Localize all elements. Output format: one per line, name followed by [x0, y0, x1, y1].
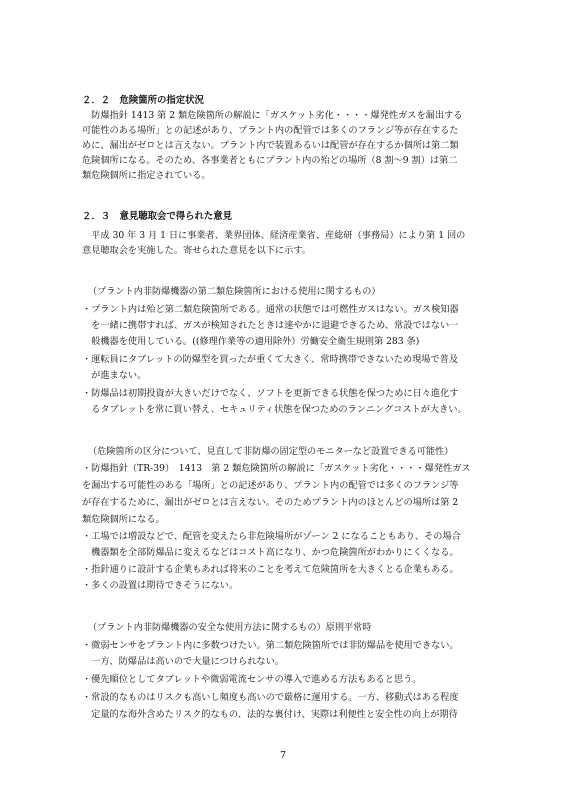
group-2-line: 機器類を全部防爆品に変えるなどはコスト高になり、かつ危険箇所がわかりにくくなる。: [82, 547, 459, 558]
group-2-line: ・防爆指針（TR-39） 1413 第 2 類危険箇所の解説に「ガスケット劣化・・・・爆発性ガス: [82, 463, 471, 474]
section-2-2-line: 防爆指針 1413 第 2 類危険箇所の解説に「ガスケット劣化・・・・爆発性ガスを漏出する: [82, 110, 463, 121]
group-1-line: ・プラント内は殆ど第二類危険箇所である。通常の状態では可燃性ガスはない。ガス検知器: [82, 304, 459, 315]
group-3-line: ・常設的なものはリスクも高いし頻度も高いので厳格に運用する。一方、移動式はある程度: [82, 692, 459, 703]
group-1-title: （プラント内非防爆機器の第二類危険箇所における使用に関するもの）: [88, 286, 381, 297]
group-3-line: 一方、防爆品は高いので大量につけられない。: [82, 656, 284, 667]
section-2-3-intro-line: 平成 30 年 3 月 1 日に事業者、業界団体、経済産業省、産総研（事務局）により第 1 回の: [82, 230, 466, 241]
group-3-title: （プラント内非防爆機器の安全な使用方法に関するもの）原則平常時: [88, 622, 372, 633]
section-2-2-line: めに、漏出がゼロとは言えない。プラント内で装置あるいは配管が存在するか個所は第二類: [82, 140, 459, 151]
group-1-line: を一緒に携帯すれば、ガスが検知されたときは速やかに退避できるため、常設ではない一: [82, 320, 459, 331]
group-2-line: ・指針通りに設計する企業もあれば将来のことを考えて危険箇所を大きくとる企業もある。: [82, 564, 459, 575]
section-2-2-line: 類危険個所に指定されている。: [82, 170, 211, 181]
group-2-line: ・工場では増設などで、配管を変えたら非危険場所がゾーン 2 になることもあり、その場合: [82, 531, 461, 542]
group-3-line: ・優先順位としてタブレットや微弱電流センサの導入で進める方法もあると思う。: [82, 674, 422, 685]
group-3-line: ・微弱センサをプラント内に多数つけたい。第二類危険箇所では非防爆品を使用できない。: [82, 640, 459, 651]
group-1-line: ・防爆品は初期投資が大きいだけでなく、ソフトを更新できる状態を保つために日々進化す: [82, 388, 459, 399]
section-2-2-line: 危険個所になる。そのため、各事業者ともにプラント内の殆どの場所（8 割〜9 割）は第二: [82, 155, 458, 166]
group-1-line: 般機器を使用している。((修理作業等の適用除外）労働安全衛生規則第 283 条): [82, 336, 420, 347]
group-2-line: を漏出する可能性のある「場所」との記述があり、プラント内の配管では多くのフランジ等: [82, 480, 459, 491]
group-2-line: ・多くの設置は期待できそうにない。: [82, 580, 239, 591]
section-2-3-intro-line: 意見聴取会を実施した。寄せられた意見を以下に示す。: [82, 245, 311, 256]
group-2-line: 類危険個所になる。: [82, 514, 165, 525]
group-2-title: （危険箇所の区分について、見直して非防爆の固定型のモニターなど設置できる可能性）: [88, 446, 454, 457]
section-2-3-heading: ２．３ 意見聴取会で得られた意見: [82, 211, 233, 222]
group-2-line: が存在するために、漏出がゼロとは言えない。そのためプラント内のほとんどの場所は第 2: [82, 497, 459, 508]
group-1-line: るタブレットを常に買い替え、セキュリティ状態を保つためのランニングコストが大きい。: [82, 404, 467, 415]
section-2-2-heading: ２．２ 危険箇所の指定状況: [82, 95, 204, 106]
group-1-line: が進まない。: [82, 370, 147, 381]
page-number: 7: [279, 750, 287, 761]
group-1-line: ・運転員にタブレットの防爆型を買ったが重くて大きく、常時携帯できないため現場で普及: [82, 354, 459, 365]
section-2-2-line: 可能性のある場所」との記述があり、プラント内の配管では多くのフランジ等が存在するた: [82, 125, 459, 136]
group-3-line: 定量的な海外含めたリスク的なもの、法的な裏付け、実際は利便性と安全性の向上が期待: [82, 709, 458, 720]
